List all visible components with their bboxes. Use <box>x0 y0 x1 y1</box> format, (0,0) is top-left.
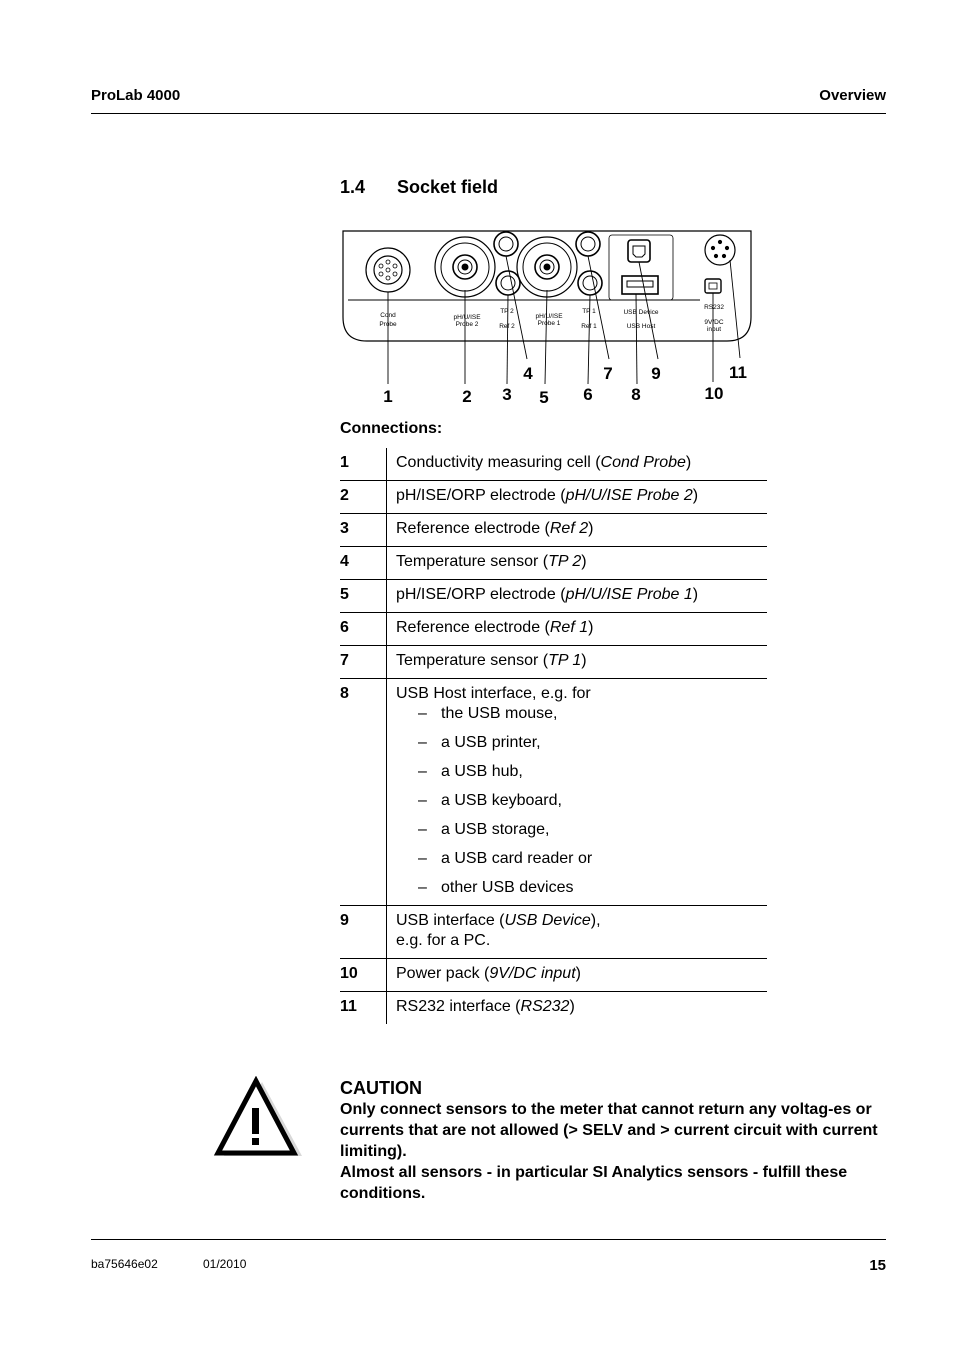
table-row <box>340 448 767 481</box>
callout-11: 11 <box>729 363 747 382</box>
ph-probe-2-socket <box>435 237 495 297</box>
usb-host-device-list <box>418 704 767 898</box>
label-usb-host: USB Host <box>626 323 656 330</box>
list-item: – a USB storage, <box>418 820 767 849</box>
table-row <box>340 481 767 514</box>
label-ph2-2: Probe 2 <box>455 321 479 328</box>
cond-probe-socket <box>366 248 410 292</box>
callout-1: 1 <box>383 387 393 406</box>
row-number: 2 <box>340 481 387 514</box>
row-description: Conductivity measuring cell (Cond Probe) <box>396 454 692 471</box>
row-number: 7 <box>340 646 387 679</box>
label-cond-1: Cond <box>380 312 396 319</box>
connections-title: Connections: <box>340 420 443 437</box>
row-description: RS232 interface (RS232) <box>387 992 768 1025</box>
tp1-socket <box>576 232 600 256</box>
row-number: 9 <box>340 906 387 959</box>
row-number: 11 <box>340 992 387 1025</box>
label-usb-device: USB Device <box>623 309 659 316</box>
label-rs232: RS232 <box>704 304 724 311</box>
row-number: 3 <box>340 514 387 547</box>
row-description: USB Host interface, e.g. for – the USB mouse, – a USB printer, – a USB hub, – a USB keyboard, – a USB storage, – a USB card reader or – other USB devices <box>387 679 768 906</box>
label-ph1-1: pH/U/ISE <box>535 313 563 320</box>
list-item: – a USB printer, <box>418 733 767 762</box>
row-description: Power pack (9V/DC input) <box>387 959 768 992</box>
table-row <box>340 679 767 906</box>
callout-6: 6 <box>583 385 593 404</box>
callout-2: 2 <box>462 387 472 406</box>
list-item: – a USB card reader or <box>418 849 767 878</box>
footer-doc-number: ba75646e02 <box>91 1257 158 1271</box>
footer-rule <box>91 1239 886 1240</box>
header-section: Overview <box>819 87 886 104</box>
ref2-socket <box>496 271 520 295</box>
list-item: – other USB devices <box>418 878 767 898</box>
row-description: pH/ISE/ORP electrode (pH/U/ISE Probe 1) <box>387 580 768 613</box>
callout-7: 7 <box>603 364 613 383</box>
caution-block <box>340 1078 886 1204</box>
ph-probe-1-socket <box>517 237 577 297</box>
label-ref1: Ref 1 <box>581 323 597 330</box>
table-row <box>340 547 767 580</box>
label-ph2-1: pH/U/ISE <box>453 314 481 321</box>
usb-device-socket <box>628 240 650 262</box>
table-row <box>340 646 767 679</box>
row-number: 8 <box>340 679 387 906</box>
table-row <box>340 514 767 547</box>
row-number: 1 <box>340 448 387 481</box>
label-ph1-2: Probe 1 <box>537 320 561 327</box>
page-number: 15 <box>869 1257 886 1274</box>
label-ref2: Ref 2 <box>499 323 515 330</box>
callout-9: 9 <box>651 364 661 383</box>
label-cond-2: Probe <box>379 321 397 328</box>
warning-triangle-icon <box>212 1076 304 1160</box>
footer-date: 01/2010 <box>203 1257 247 1271</box>
label-power-1: 9V/DC <box>704 319 724 326</box>
list-item: – a USB keyboard, <box>418 791 767 820</box>
usb-host-socket <box>622 276 658 294</box>
section-title: Socket field <box>397 177 499 197</box>
caution-text-1: Only connect sensors to the meter that cannot return any voltag-es or currents that are not allowed (> SELV and > current circuit with current limiting). <box>340 1101 878 1160</box>
row-number: 10 <box>340 959 387 992</box>
row-number: 6 <box>340 613 387 646</box>
caution-text-2: Almost all sensors - in particular SI Analytics sensors - fulfill these conditions. <box>340 1164 848 1202</box>
list-item: – the USB mouse, <box>418 704 767 733</box>
row-number: 5 <box>340 580 387 613</box>
row-number: 4 <box>340 547 387 580</box>
ref1-socket <box>578 271 602 295</box>
row-description: Temperature sensor (TP 2) <box>387 547 768 580</box>
list-item: – a USB hub, <box>418 762 767 791</box>
row-description: Reference electrode (Ref 2) <box>387 514 768 547</box>
tp2-socket <box>494 232 518 256</box>
label-tp1: TP 1 <box>582 308 596 315</box>
row-description: Temperature sensor (TP 1) <box>387 646 768 679</box>
label-power-2: input <box>706 326 722 333</box>
table-row <box>340 959 767 992</box>
row-description: Reference electrode (Ref 1) <box>387 613 768 646</box>
header-title: ProLab 4000 <box>91 87 181 104</box>
power-socket <box>705 279 721 293</box>
callout-5: 5 <box>539 388 549 407</box>
table-row <box>340 992 767 1025</box>
table-row <box>340 906 767 959</box>
table-row <box>340 613 767 646</box>
row-description: USB interface (USB Device), e.g. for a PC. <box>387 906 768 959</box>
header-rule <box>91 113 886 114</box>
table-row <box>340 580 767 613</box>
callout-4: 4 <box>523 364 533 383</box>
callout-3: 3 <box>502 385 512 404</box>
callout-10: 10 <box>704 384 724 403</box>
row-description: pH/ISE/ORP electrode (pH/U/ISE Probe 2) <box>387 481 768 514</box>
callout-8: 8 <box>631 385 641 404</box>
section-number: 1.4 <box>340 177 366 197</box>
label-tp2: TP 2 <box>500 308 514 315</box>
connections-table <box>340 448 767 1024</box>
socket-field-diagram <box>330 222 770 412</box>
caution-title: CAUTION <box>340 1078 422 1098</box>
